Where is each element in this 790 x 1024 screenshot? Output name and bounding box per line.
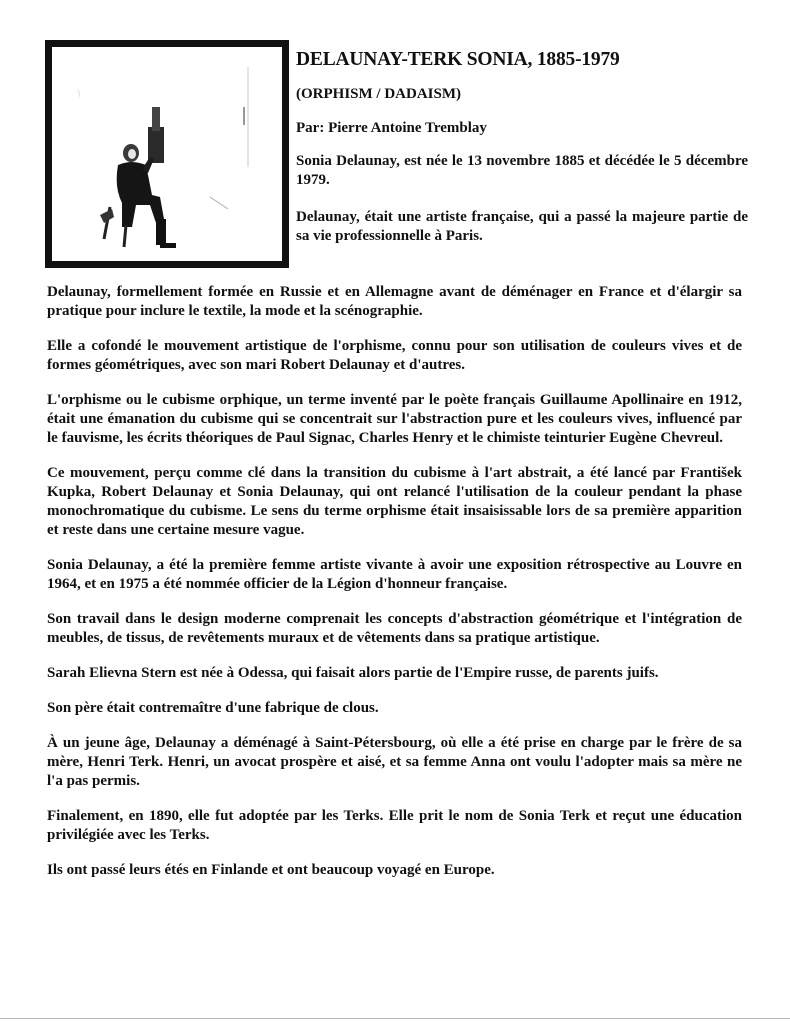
body-paragraph: Son travail dans le design moderne comprenait les concepts d'abstraction géométrique et l'intégration de meubles, de tissus, de revêtements muraux et de vêtements dans sa pratique artistique.	[47, 611, 742, 646]
body-text	[47, 283, 742, 896]
body-paragraph: À un jeune âge, Delaunay a déménagé à Saint-Pétersbourg, où elle a été prise en charge par le frère de sa mère, Henri Terk. Henri, un avocat prospère et aisé, et sa femme Anna ont voulu l'adopter mais sa mère ne l'a pas permis.	[47, 735, 742, 789]
body-paragraph: Finalement, en 1890, elle fut adoptée par les Terks. Elle prit le nom de Sonia Terk et reçut une éducation privilégiée avec les Terks.	[47, 808, 742, 843]
page-title: DELAUNAY-TERK SONIA, 1885-1979	[296, 49, 620, 70]
body-paragraph: Ce mouvement, perçu comme clé dans la transition du cubisme à l'art abstrait, a été lancé par František Kupka, Robert Delaunay et Sonia Delaunay, qui ont relancé l'utilisation de la couleur pendant la phase monochromatique du cubisme. Le sens du terme orphisme était insaisissable lors de sa première apparition et reste dans une certaine mesure vague.	[47, 465, 742, 538]
movement-label: (ORPHISM / DADAISM)	[296, 86, 461, 103]
body-paragraph: Son père était contremaître d'une fabrique de clous.	[47, 700, 379, 716]
body-paragraph: Sarah Elievna Stern est née à Odessa, qui faisait alors partie de l'Empire russe, de parents juifs.	[47, 665, 659, 681]
intro-paragraph: Delaunay, était une artiste française, qui a passé la majeure partie de sa vie professionnelle à Paris.	[296, 208, 748, 244]
header-block	[296, 48, 748, 264]
body-paragraph: Delaunay, formellement formée en Russie et en Allemagne avant de déménager en France et d'élargir sa pratique pour inclure le textile, la mode et la scénographie.	[47, 284, 742, 319]
body-paragraph: Elle a cofondé le mouvement artistique de l'orphisme, connu pour son utilisation de couleurs vives et de formes géométriques, avec son mari Robert Delaunay et d'autres.	[47, 338, 742, 373]
intro-paragraph: Sonia Delaunay, est née le 13 novembre 1885 et décédée le 5 décembre 1979.	[296, 152, 748, 188]
body-paragraph: L'orphisme ou le cubisme orphique, un terme inventé par le poète français Guillaume Apollinaire en 1912, était une émanation du cubisme qui se concentrait sur l'abstraction pure et les couleurs vives, influencé par le fauvisme, les écrits théoriques de Paul Signac, Charles Henry et le chimiste teinturier Eugène Chevreul.	[47, 392, 742, 446]
portrait-photo-icon	[52, 47, 282, 261]
body-paragraph: Ils ont passé leurs étés en Finlande et ont beaucoup voyagé en Europe.	[47, 862, 495, 878]
page-bottom-rule	[0, 1018, 790, 1019]
body-paragraph: Sonia Delaunay, a été la première femme artiste vivante à avoir une exposition rétrospective au Louvre en 1964, et en 1975 a été nommée officier de la Légion d'honneur française.	[47, 557, 742, 592]
portrait-photo	[45, 40, 289, 268]
author-line: Par: Pierre Antoine Tremblay	[296, 120, 487, 137]
